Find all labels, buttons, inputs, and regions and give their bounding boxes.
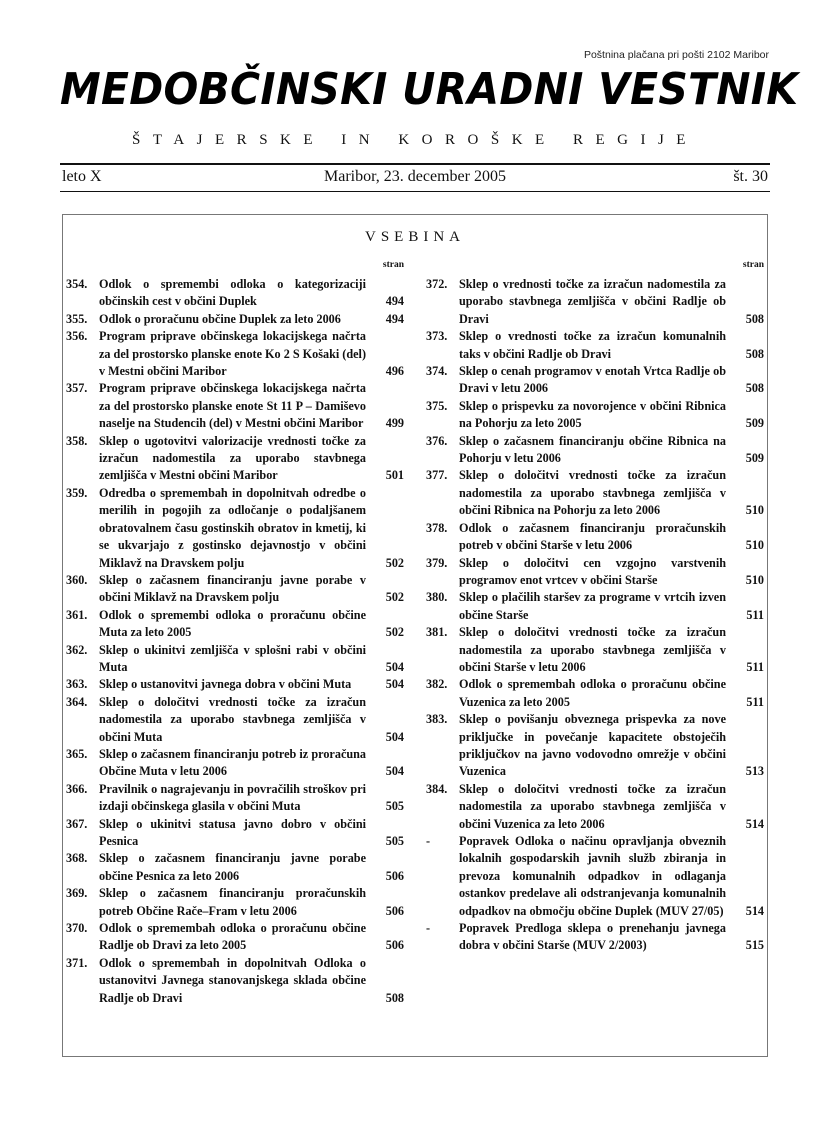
entry-title: Odlok o spremembah odloka o proračunu občine Radlje ob Dravi za leto 2005 (99, 921, 366, 953)
entry-page: 499 (385, 416, 404, 431)
contents-entry (66, 572, 406, 607)
entry-title: Sklep o določitvi vrednosti točke za izračun nadomestila za uporabo stavbnega zemljišča v občini Ribnica na Pohorju za leto 2006 (459, 468, 726, 518)
entry-title: Odlok o proračunu občine Duplek za leto 2006 (99, 311, 341, 326)
contents-entry (66, 676, 406, 693)
entry-page: 511 (746, 659, 764, 674)
entry-title: Sklep o ugotovitvi valorizacije vrednosti točke za izračun nadomestila za uporabo stavbnega zemljišča v Mestni občini Maribor (99, 433, 366, 483)
entry-title: Sklep o začasnem financiranju javne porabe občine Pesnica za leto 2006 (99, 851, 366, 883)
contents-column-right (426, 259, 766, 955)
entry-number: 378. (426, 520, 448, 535)
contents-entry (66, 955, 406, 1007)
contents-entry (66, 920, 406, 955)
entry-number: 381. (426, 625, 448, 640)
entry-title: Sklep o začasnem financiranju proračunskih potreb Občine Rače–Fram v letu 2006 (99, 886, 366, 918)
entry-number: 365. (66, 746, 88, 761)
contents-column-left (66, 259, 406, 1007)
page-column-label: stran (742, 260, 764, 270)
entry-number: 355. (66, 311, 88, 326)
entry-number: 367. (66, 816, 88, 831)
entry-page: 502 (385, 625, 404, 640)
contents-entry (426, 920, 766, 955)
entry-number: 375. (426, 398, 448, 413)
entry-title: Sklep o ukinitvi statusa javno dobro v občini Pesnica (99, 816, 366, 848)
entry-page: 504 (385, 659, 404, 674)
entry-page: 508 (745, 311, 764, 326)
entry-page: 510 (745, 503, 764, 518)
entry-title: Sklep o cenah programov v enotah Vrtca Radlje ob Dravi v letu 2006 (459, 364, 726, 396)
entry-number: 361. (66, 607, 88, 622)
entry-page: 504 (385, 729, 404, 744)
entry-title: Odlok o začasnem financiranju proračunskih potreb v občini Starše v letu 2006 (459, 520, 726, 553)
contents-entry (66, 433, 406, 485)
entry-number: - (426, 921, 431, 936)
masthead-title: MEDOBČINSKI URADNI VESTNIK (60, 64, 799, 115)
contents-entry (66, 276, 406, 311)
entry-page: 508 (385, 990, 404, 1005)
entry-page: 502 (385, 555, 404, 570)
entry-page: 504 (385, 677, 404, 692)
entry-page: 513 (745, 764, 764, 779)
contents-entry (426, 520, 766, 555)
page-column-label: stran (382, 260, 404, 270)
entry-title: Sklep o vrednosti točke za izračun komunalnih taks v občini Radlje ob Dravi (459, 329, 726, 361)
entry-number: 368. (66, 851, 88, 866)
contents-entry (66, 816, 406, 851)
entry-page: 510 (745, 538, 764, 553)
contents-entry (426, 555, 766, 590)
entry-title: Sklep o določitvi vrednosti točke za izračun nadomestila za uporabo stavbnega zemljišča v občini Muta (99, 694, 366, 744)
entry-title: Sklep o določitvi vrednosti točke za izračun nadomestila za uporabo stavbnega zemljišča v občini Vuzenica za leto 2006 (459, 781, 726, 831)
entry-page: 511 (746, 607, 764, 622)
entry-number: 377. (426, 468, 448, 483)
entry-page: 514 (745, 816, 764, 831)
entry-number: 382. (426, 677, 448, 692)
entry-title: Odlok o spremembah in dopolnitvah Odloka o ustanovitvi Javnega stanovanjskega sklada občine Radlje ob Dravi (99, 955, 366, 1005)
entry-number: 357. (66, 381, 88, 396)
top-rule (60, 163, 770, 165)
contents-entry (426, 589, 766, 624)
entry-number: 371. (66, 955, 88, 970)
entry-number: 354. (66, 277, 88, 291)
contents-entry (66, 328, 406, 380)
issue-info-line (60, 168, 770, 188)
entry-number: 364. (66, 694, 88, 709)
entry-title: Program priprave občinskega lokacijskega načrta za del prostorsko planske enote Ko 2 S Košaki (del) v Mestni občini Maribor (99, 329, 366, 379)
entry-title: Sklep o določitvi cen vzgojno varstvenih programov enot vrtcev v občini Starše (459, 555, 726, 587)
postage-note: Poštnina plačana pri pošti 2102 Maribor (583, 49, 769, 61)
entry-title: Odlok o spremembah odloka o proračunu občine Vuzenica za leto 2005 (459, 677, 726, 709)
bottom-rule (60, 191, 770, 192)
entry-page: 504 (385, 764, 404, 779)
entry-title: Sklep o ukinitvi zemljišča v splošni rabi v občini Muta (99, 642, 366, 674)
entry-title: Popravek Odloka o načinu opravljanja obveznih lokalnih gospodarskih javnih služb zbiranja in prevoza komunalnih odpadkov in odlaganja ostankov predelave ali odstranjevanja komunalnih odpadkov na območju občine Duplek (MUV 27/05) (459, 834, 726, 918)
contents-entry (66, 485, 406, 572)
entry-number: 356. (66, 329, 88, 344)
entry-number: 363. (66, 677, 88, 692)
entry-page: 506 (385, 868, 404, 883)
entry-page: 501 (385, 468, 404, 483)
contents-entry (66, 746, 406, 781)
entry-number: 383. (426, 712, 448, 727)
entry-number: 373. (426, 329, 448, 344)
entry-number: 379. (426, 555, 448, 570)
entry-title: Sklep o plačilih staršev za programe v vrtcih izven občine Starše (459, 590, 726, 622)
entry-title: Sklep o povišanju obveznega prispevka za nove priključke in povečanje kapacitete obstoječih priključkov na javno vodovodno omrežje v občini Vuzenica (459, 712, 726, 779)
entry-number: 358. (66, 433, 88, 448)
contents-entry (426, 363, 766, 398)
entry-page: 505 (385, 834, 404, 848)
entry-number: 359. (66, 485, 88, 500)
entry-title: Popravek Predloga sklepa o prenehanju javnega dobra v občini Starše (MUV 2/2003) (459, 921, 726, 953)
entry-page: 511 (746, 694, 764, 709)
place-date: Maribor, 23. december 2005 (324, 168, 506, 185)
entry-title: Odlok o spremembi odloka o proračunu občine Muta za leto 2005 (99, 607, 366, 640)
entry-page: 506 (385, 903, 404, 918)
entry-title: Sklep o začasnem financiranju javne porabe v občini Miklavž na Dravskem polju (99, 572, 366, 605)
entry-page: 508 (745, 381, 764, 396)
entry-number: 384. (426, 781, 448, 796)
contents-entry (426, 328, 766, 363)
contents-entry (66, 642, 406, 677)
contents-entry (426, 711, 766, 781)
contents-entry (66, 885, 406, 920)
entry-page: 508 (745, 346, 764, 361)
entry-title: Sklep o ustanovitvi javnega dobra v občini Muta (99, 677, 352, 692)
contents-entry (426, 276, 766, 328)
contents-entry (426, 676, 766, 711)
entry-number: 360. (66, 572, 88, 587)
contents-entry (66, 850, 406, 885)
entry-number: 366. (66, 781, 88, 796)
entry-page: 514 (745, 903, 764, 918)
entry-page: 502 (385, 590, 404, 605)
entry-number: 362. (66, 642, 88, 657)
contents-entry (66, 311, 406, 328)
entry-page: 494 (385, 294, 404, 309)
entry-number: 372. (426, 277, 448, 291)
entry-title: Sklep o začasnem financiranju občine Ribnica na Pohorju v letu 2006 (459, 433, 726, 466)
contents-entry (426, 833, 766, 920)
contents-entry (426, 467, 766, 519)
contents-entry (66, 380, 406, 432)
entry-title: Sklep o prispevku za novorojence v občini Ribnica na Pohorju za leto 2005 (459, 398, 726, 431)
entry-page: 515 (745, 938, 764, 953)
entry-title: Pravilnik o nagrajevanju in povračilih stroškov pri izdaji občinskega glasila v občini Muta (99, 781, 366, 814)
entry-number: - (426, 834, 431, 848)
masthead-subtitle: ŠTAJERSKE IN KOROŠKE REGIJE (132, 132, 698, 148)
entry-title: Sklep o vrednosti točke za izračun nadomestila za uporabo stavbnega zemljišča v občini Radlje ob Dravi (459, 277, 726, 326)
contents-entry (426, 433, 766, 468)
entry-title: Odredba o spremembah in dopolnitvah odredbe o merilih in pogojih za odločanje o podaljšanem obratovalnem času gostinskih obratov in kmetij, ki se ukvarjajo z gostinsko dejavnostjo v občini Miklavž na Dravskem polju (99, 485, 366, 570)
entry-page: 496 (385, 364, 404, 379)
entry-title: Program priprave občinskega lokacijskega načrta za del prostorsko planske enote St 11 P – Damiševo naselje na Studencih (del) v Mestni občini Maribor (99, 381, 366, 431)
contents-entry (66, 781, 406, 816)
issue-number: št. 30 (733, 168, 768, 185)
contents-entry (426, 624, 766, 676)
contents-entry (66, 694, 406, 746)
contents-entry (426, 398, 766, 433)
volume-year: leto X (62, 168, 102, 185)
contents-entry (426, 781, 766, 833)
entry-number: 380. (426, 590, 448, 605)
contents-title: VSEBINA (364, 229, 465, 245)
contents-entry (66, 607, 406, 642)
entry-number: 369. (66, 886, 88, 901)
entry-title: Sklep o določitvi vrednosti točke za izračun nadomestila za uporabo stavbnega zemljišča v občini Starše v letu 2006 (459, 625, 726, 674)
entry-number: 370. (66, 921, 88, 936)
entry-page: 494 (385, 311, 404, 326)
entry-page: 510 (745, 572, 764, 587)
entry-number: 374. (426, 364, 448, 379)
entry-title: Sklep o začasnem financiranju potreb iz proračuna Občine Muta v letu 2006 (99, 746, 366, 779)
entry-page: 509 (745, 451, 764, 466)
entry-page: 509 (745, 416, 764, 431)
entry-page: 506 (385, 938, 404, 953)
entry-page: 505 (385, 799, 404, 814)
entry-title: Odlok o spremembi odloka o kategorizaciji občinskih cest v občini Duplek (99, 277, 366, 309)
entry-number: 376. (426, 433, 448, 448)
